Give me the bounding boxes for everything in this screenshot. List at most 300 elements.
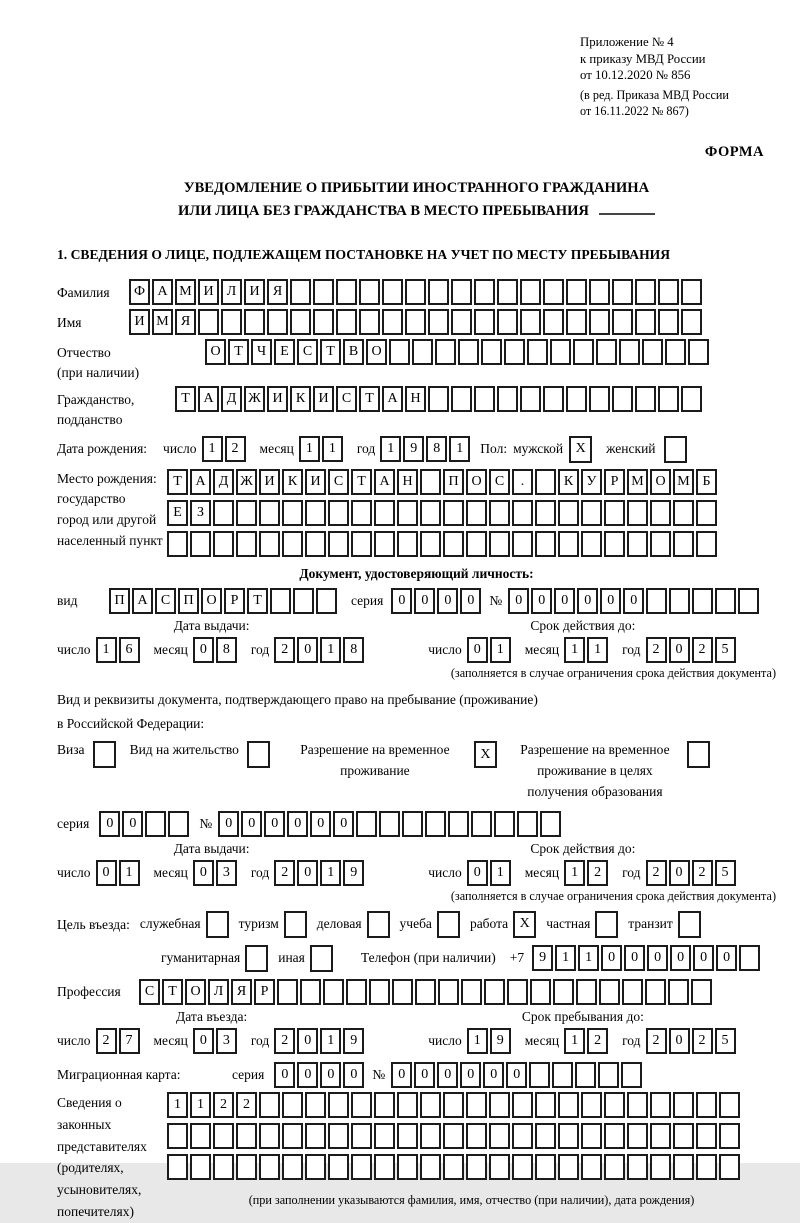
purpose-work-checkbox[interactable]: X — [513, 911, 536, 938]
char-cell[interactable] — [658, 309, 679, 335]
char-cell[interactable] — [405, 279, 426, 305]
residence-permit-checkbox[interactable] — [247, 741, 270, 768]
char-cell[interactable]: Т — [359, 386, 380, 412]
char-cell[interactable]: С — [336, 386, 357, 412]
char-cell[interactable] — [575, 1062, 596, 1088]
char-cell[interactable] — [282, 1123, 303, 1149]
char-cell[interactable] — [316, 588, 337, 614]
char-cell[interactable] — [507, 979, 528, 1005]
char-cell[interactable]: О — [201, 588, 222, 614]
char-cell[interactable]: 2 — [274, 637, 295, 663]
char-cell[interactable] — [328, 1123, 349, 1149]
char-cell[interactable]: Д — [213, 469, 234, 495]
char-cell[interactable] — [420, 500, 441, 526]
char-cell[interactable]: Е — [274, 339, 295, 365]
char-cell[interactable] — [356, 811, 377, 837]
char-cell[interactable] — [543, 279, 564, 305]
char-cell[interactable]: 2 — [587, 860, 608, 886]
char-cell[interactable] — [612, 279, 633, 305]
char-cell[interactable]: 2 — [692, 860, 713, 886]
char-cell[interactable] — [535, 1092, 556, 1118]
char-cell[interactable]: Р — [224, 588, 245, 614]
char-cell[interactable]: 2 — [236, 1092, 257, 1118]
char-cell[interactable] — [589, 309, 610, 335]
char-cell[interactable]: 2 — [213, 1092, 234, 1118]
temporary-residence-checkbox[interactable]: X — [474, 741, 497, 768]
char-cell[interactable] — [420, 1123, 441, 1149]
char-cell[interactable] — [604, 500, 625, 526]
char-cell[interactable]: 0 — [297, 637, 318, 663]
char-cell[interactable] — [576, 979, 597, 1005]
char-cell[interactable]: 3 — [216, 860, 237, 886]
char-cell[interactable] — [428, 386, 449, 412]
char-cell[interactable] — [382, 279, 403, 305]
char-cell[interactable]: 0 — [467, 860, 488, 886]
char-cell[interactable]: К — [282, 469, 303, 495]
char-cell[interactable] — [451, 386, 472, 412]
char-cell[interactable]: О — [205, 339, 226, 365]
char-cell[interactable] — [673, 500, 694, 526]
char-cell[interactable] — [489, 1123, 510, 1149]
char-cell[interactable]: 2 — [646, 1028, 667, 1054]
char-cell[interactable]: 5 — [715, 1028, 736, 1054]
char-cell[interactable] — [402, 811, 423, 837]
char-cell[interactable] — [351, 1123, 372, 1149]
char-cell[interactable]: Т — [351, 469, 372, 495]
char-cell[interactable] — [673, 1092, 694, 1118]
char-cell[interactable] — [604, 1092, 625, 1118]
char-cell[interactable]: Е — [167, 500, 188, 526]
char-cell[interactable] — [328, 500, 349, 526]
char-cell[interactable] — [543, 309, 564, 335]
char-cell[interactable] — [696, 531, 717, 557]
char-cell[interactable] — [374, 1154, 395, 1180]
char-cell[interactable] — [213, 500, 234, 526]
char-cell[interactable] — [612, 309, 633, 335]
char-cell[interactable] — [351, 1092, 372, 1118]
char-cell[interactable]: 0 — [297, 1028, 318, 1054]
char-cell[interactable] — [420, 531, 441, 557]
char-cell[interactable]: 0 — [297, 1062, 318, 1088]
char-cell[interactable] — [267, 309, 288, 335]
char-cell[interactable] — [236, 1123, 257, 1149]
char-cell[interactable] — [448, 811, 469, 837]
char-cell[interactable]: Р — [254, 979, 275, 1005]
char-cell[interactable]: 1 — [320, 860, 341, 886]
char-cell[interactable] — [346, 979, 367, 1005]
char-cell[interactable]: А — [374, 469, 395, 495]
char-cell[interactable]: 2 — [692, 1028, 713, 1054]
char-cell[interactable]: 2 — [692, 637, 713, 663]
char-cell[interactable]: 0 — [99, 811, 120, 837]
char-cell[interactable] — [673, 1154, 694, 1180]
char-cell[interactable] — [443, 1092, 464, 1118]
char-cell[interactable] — [415, 979, 436, 1005]
char-cell[interactable] — [645, 979, 666, 1005]
char-cell[interactable] — [425, 811, 446, 837]
char-cell[interactable] — [627, 1092, 648, 1118]
char-cell[interactable] — [719, 1154, 740, 1180]
char-cell[interactable] — [323, 979, 344, 1005]
char-cell[interactable] — [581, 500, 602, 526]
char-cell[interactable] — [145, 811, 166, 837]
char-cell[interactable]: И — [267, 386, 288, 412]
char-cell[interactable]: 2 — [274, 860, 295, 886]
char-cell[interactable]: 0 — [669, 860, 690, 886]
char-cell[interactable] — [282, 1092, 303, 1118]
char-cell[interactable]: Т — [247, 588, 268, 614]
char-cell[interactable] — [428, 309, 449, 335]
char-cell[interactable] — [359, 309, 380, 335]
char-cell[interactable] — [420, 1092, 441, 1118]
char-cell[interactable]: 1 — [564, 637, 585, 663]
char-cell[interactable]: Т — [175, 386, 196, 412]
char-cell[interactable]: О — [466, 469, 487, 495]
char-cell[interactable] — [336, 309, 357, 335]
char-cell[interactable] — [696, 1154, 717, 1180]
char-cell[interactable]: Д — [221, 386, 242, 412]
char-cell[interactable] — [627, 500, 648, 526]
char-cell[interactable] — [428, 279, 449, 305]
char-cell[interactable] — [520, 386, 541, 412]
char-cell[interactable] — [517, 811, 538, 837]
char-cell[interactable] — [635, 386, 656, 412]
char-cell[interactable] — [596, 339, 617, 365]
char-cell[interactable] — [566, 309, 587, 335]
sex-female-checkbox[interactable] — [664, 436, 687, 463]
char-cell[interactable]: А — [190, 469, 211, 495]
char-cell[interactable]: 1 — [320, 1028, 341, 1054]
char-cell[interactable]: 0 — [506, 1062, 527, 1088]
char-cell[interactable] — [351, 1154, 372, 1180]
char-cell[interactable] — [553, 979, 574, 1005]
char-cell[interactable]: 1 — [449, 436, 470, 462]
char-cell[interactable]: 0 — [414, 1062, 435, 1088]
char-cell[interactable] — [328, 1092, 349, 1118]
visa-checkbox[interactable] — [93, 741, 116, 768]
char-cell[interactable] — [489, 531, 510, 557]
char-cell[interactable] — [168, 811, 189, 837]
char-cell[interactable] — [374, 1123, 395, 1149]
char-cell[interactable]: 0 — [693, 945, 714, 971]
char-cell[interactable]: 1 — [299, 436, 320, 462]
char-cell[interactable]: И — [244, 279, 265, 305]
char-cell[interactable]: О — [185, 979, 206, 1005]
char-cell[interactable]: И — [129, 309, 150, 335]
char-cell[interactable] — [489, 1154, 510, 1180]
char-cell[interactable] — [293, 588, 314, 614]
char-cell[interactable] — [190, 1154, 211, 1180]
char-cell[interactable] — [435, 339, 456, 365]
char-cell[interactable]: Т — [320, 339, 341, 365]
char-cell[interactable]: И — [259, 469, 280, 495]
char-cell[interactable]: В — [343, 339, 364, 365]
char-cell[interactable] — [466, 500, 487, 526]
char-cell[interactable] — [566, 386, 587, 412]
char-cell[interactable] — [612, 386, 633, 412]
char-cell[interactable] — [627, 531, 648, 557]
char-cell[interactable] — [681, 309, 702, 335]
char-cell[interactable] — [474, 386, 495, 412]
char-cell[interactable] — [530, 979, 551, 1005]
char-cell[interactable]: Л — [221, 279, 242, 305]
char-cell[interactable] — [379, 811, 400, 837]
char-cell[interactable]: 7 — [119, 1028, 140, 1054]
char-cell[interactable] — [527, 339, 548, 365]
char-cell[interactable] — [451, 279, 472, 305]
char-cell[interactable]: 0 — [320, 1062, 341, 1088]
char-cell[interactable] — [471, 811, 492, 837]
char-cell[interactable]: 0 — [600, 588, 621, 614]
char-cell[interactable] — [382, 309, 403, 335]
char-cell[interactable]: К — [290, 386, 311, 412]
char-cell[interactable]: Я — [267, 279, 288, 305]
char-cell[interactable]: 1 — [322, 436, 343, 462]
char-cell[interactable]: 5 — [715, 637, 736, 663]
char-cell[interactable]: Б — [696, 469, 717, 495]
char-cell[interactable]: 0 — [669, 637, 690, 663]
char-cell[interactable] — [558, 500, 579, 526]
char-cell[interactable]: М — [673, 469, 694, 495]
char-cell[interactable] — [374, 500, 395, 526]
char-cell[interactable] — [635, 279, 656, 305]
char-cell[interactable]: 1 — [380, 436, 401, 462]
char-cell[interactable]: 0 — [437, 1062, 458, 1088]
char-cell[interactable] — [646, 588, 667, 614]
purpose-humanitarian-checkbox[interactable] — [245, 945, 268, 972]
char-cell[interactable] — [290, 309, 311, 335]
char-cell[interactable] — [688, 339, 709, 365]
char-cell[interactable] — [290, 279, 311, 305]
char-cell[interactable]: 1 — [587, 637, 608, 663]
char-cell[interactable] — [604, 1154, 625, 1180]
char-cell[interactable]: . — [512, 469, 533, 495]
char-cell[interactable] — [466, 1092, 487, 1118]
char-cell[interactable] — [167, 1154, 188, 1180]
char-cell[interactable]: Р — [604, 469, 625, 495]
char-cell[interactable] — [270, 588, 291, 614]
char-cell[interactable]: 1 — [555, 945, 576, 971]
char-cell[interactable]: 2 — [587, 1028, 608, 1054]
char-cell[interactable]: 0 — [391, 1062, 412, 1088]
char-cell[interactable]: С — [328, 469, 349, 495]
char-cell[interactable] — [497, 309, 518, 335]
char-cell[interactable]: 0 — [333, 811, 354, 837]
char-cell[interactable]: 9 — [403, 436, 424, 462]
char-cell[interactable]: А — [198, 386, 219, 412]
char-cell[interactable]: 8 — [216, 637, 237, 663]
char-cell[interactable]: 2 — [274, 1028, 295, 1054]
char-cell[interactable] — [397, 1154, 418, 1180]
char-cell[interactable]: 2 — [646, 637, 667, 663]
char-cell[interactable] — [282, 1154, 303, 1180]
char-cell[interactable]: 2 — [225, 436, 246, 462]
char-cell[interactable]: 2 — [646, 860, 667, 886]
char-cell[interactable] — [650, 1092, 671, 1118]
char-cell[interactable]: 0 — [297, 860, 318, 886]
char-cell[interactable] — [558, 1123, 579, 1149]
char-cell[interactable]: Н — [397, 469, 418, 495]
char-cell[interactable] — [512, 1092, 533, 1118]
char-cell[interactable] — [658, 279, 679, 305]
char-cell[interactable] — [540, 811, 561, 837]
char-cell[interactable]: 0 — [460, 1062, 481, 1088]
char-cell[interactable] — [466, 1123, 487, 1149]
char-cell[interactable]: О — [366, 339, 387, 365]
char-cell[interactable] — [719, 1092, 740, 1118]
char-cell[interactable]: 1 — [167, 1092, 188, 1118]
char-cell[interactable] — [739, 945, 760, 971]
char-cell[interactable] — [461, 979, 482, 1005]
char-cell[interactable] — [412, 339, 433, 365]
char-cell[interactable] — [665, 339, 686, 365]
char-cell[interactable] — [696, 500, 717, 526]
char-cell[interactable]: 1 — [564, 1028, 585, 1054]
char-cell[interactable] — [681, 386, 702, 412]
char-cell[interactable]: 1 — [190, 1092, 211, 1118]
char-cell[interactable] — [443, 1154, 464, 1180]
char-cell[interactable] — [738, 588, 759, 614]
char-cell[interactable] — [420, 1154, 441, 1180]
char-cell[interactable]: 0 — [391, 588, 412, 614]
char-cell[interactable]: М — [152, 309, 173, 335]
char-cell[interactable] — [374, 531, 395, 557]
char-cell[interactable]: 9 — [490, 1028, 511, 1054]
char-cell[interactable] — [282, 500, 303, 526]
char-cell[interactable] — [336, 279, 357, 305]
char-cell[interactable]: 0 — [343, 1062, 364, 1088]
char-cell[interactable] — [389, 339, 410, 365]
char-cell[interactable]: А — [152, 279, 173, 305]
char-cell[interactable] — [305, 1092, 326, 1118]
char-cell[interactable]: 0 — [193, 1028, 214, 1054]
char-cell[interactable]: У — [581, 469, 602, 495]
char-cell[interactable] — [305, 1123, 326, 1149]
char-cell[interactable]: 0 — [264, 811, 285, 837]
char-cell[interactable]: 0 — [218, 811, 239, 837]
char-cell[interactable] — [673, 1123, 694, 1149]
char-cell[interactable] — [167, 531, 188, 557]
char-cell[interactable] — [213, 1123, 234, 1149]
char-cell[interactable] — [535, 500, 556, 526]
char-cell[interactable]: 0 — [624, 945, 645, 971]
char-cell[interactable] — [305, 500, 326, 526]
char-cell[interactable] — [599, 979, 620, 1005]
char-cell[interactable]: 0 — [716, 945, 737, 971]
char-cell[interactable]: Т — [162, 979, 183, 1005]
char-cell[interactable] — [397, 1092, 418, 1118]
char-cell[interactable] — [668, 979, 689, 1005]
char-cell[interactable] — [535, 531, 556, 557]
char-cell[interactable]: 0 — [437, 588, 458, 614]
char-cell[interactable] — [552, 1062, 573, 1088]
char-cell[interactable]: Ж — [236, 469, 257, 495]
char-cell[interactable] — [627, 1154, 648, 1180]
char-cell[interactable]: Ж — [244, 386, 265, 412]
char-cell[interactable]: 1 — [320, 637, 341, 663]
char-cell[interactable] — [328, 531, 349, 557]
char-cell[interactable] — [627, 1123, 648, 1149]
char-cell[interactable]: 0 — [460, 588, 481, 614]
char-cell[interactable] — [397, 531, 418, 557]
char-cell[interactable] — [397, 500, 418, 526]
char-cell[interactable]: 0 — [577, 588, 598, 614]
char-cell[interactable]: 0 — [241, 811, 262, 837]
char-cell[interactable] — [566, 279, 587, 305]
char-cell[interactable] — [669, 588, 690, 614]
char-cell[interactable] — [259, 1092, 280, 1118]
char-cell[interactable] — [573, 339, 594, 365]
char-cell[interactable]: 2 — [96, 1028, 117, 1054]
char-cell[interactable] — [635, 309, 656, 335]
char-cell[interactable] — [374, 1092, 395, 1118]
char-cell[interactable] — [313, 309, 334, 335]
char-cell[interactable]: С — [297, 339, 318, 365]
char-cell[interactable] — [244, 309, 265, 335]
char-cell[interactable] — [520, 309, 541, 335]
char-cell[interactable] — [512, 500, 533, 526]
char-cell[interactable] — [300, 979, 321, 1005]
char-cell[interactable] — [604, 1123, 625, 1149]
char-cell[interactable] — [535, 1154, 556, 1180]
char-cell[interactable]: 1 — [202, 436, 223, 462]
char-cell[interactable] — [650, 1123, 671, 1149]
char-cell[interactable]: Ч — [251, 339, 272, 365]
char-cell[interactable]: 1 — [578, 945, 599, 971]
char-cell[interactable]: 0 — [669, 1028, 690, 1054]
char-cell[interactable] — [715, 588, 736, 614]
char-cell[interactable]: А — [382, 386, 403, 412]
char-cell[interactable]: 0 — [601, 945, 622, 971]
char-cell[interactable] — [719, 1123, 740, 1149]
char-cell[interactable] — [589, 279, 610, 305]
char-cell[interactable] — [691, 979, 712, 1005]
char-cell[interactable] — [466, 531, 487, 557]
char-cell[interactable]: 5 — [715, 860, 736, 886]
char-cell[interactable]: 1 — [490, 637, 511, 663]
char-cell[interactable]: 0 — [467, 637, 488, 663]
char-cell[interactable]: Я — [175, 309, 196, 335]
char-cell[interactable] — [512, 1154, 533, 1180]
char-cell[interactable]: 9 — [343, 1028, 364, 1054]
char-cell[interactable] — [621, 1062, 642, 1088]
char-cell[interactable]: 0 — [623, 588, 644, 614]
char-cell[interactable] — [420, 469, 441, 495]
char-cell[interactable]: 1 — [467, 1028, 488, 1054]
char-cell[interactable] — [351, 531, 372, 557]
purpose-official-checkbox[interactable] — [206, 911, 229, 938]
char-cell[interactable] — [558, 531, 579, 557]
char-cell[interactable] — [213, 1154, 234, 1180]
char-cell[interactable] — [451, 309, 472, 335]
char-cell[interactable]: 0 — [193, 637, 214, 663]
char-cell[interactable] — [458, 339, 479, 365]
char-cell[interactable] — [497, 386, 518, 412]
char-cell[interactable] — [489, 1092, 510, 1118]
char-cell[interactable]: 0 — [193, 860, 214, 886]
char-cell[interactable] — [604, 531, 625, 557]
char-cell[interactable]: 0 — [554, 588, 575, 614]
char-cell[interactable] — [328, 1154, 349, 1180]
sex-male-checkbox[interactable]: X — [569, 436, 592, 463]
char-cell[interactable] — [696, 1092, 717, 1118]
char-cell[interactable]: И — [198, 279, 219, 305]
char-cell[interactable]: З — [190, 500, 211, 526]
char-cell[interactable] — [236, 1154, 257, 1180]
purpose-study-checkbox[interactable] — [437, 911, 460, 938]
char-cell[interactable] — [658, 386, 679, 412]
char-cell[interactable] — [392, 979, 413, 1005]
